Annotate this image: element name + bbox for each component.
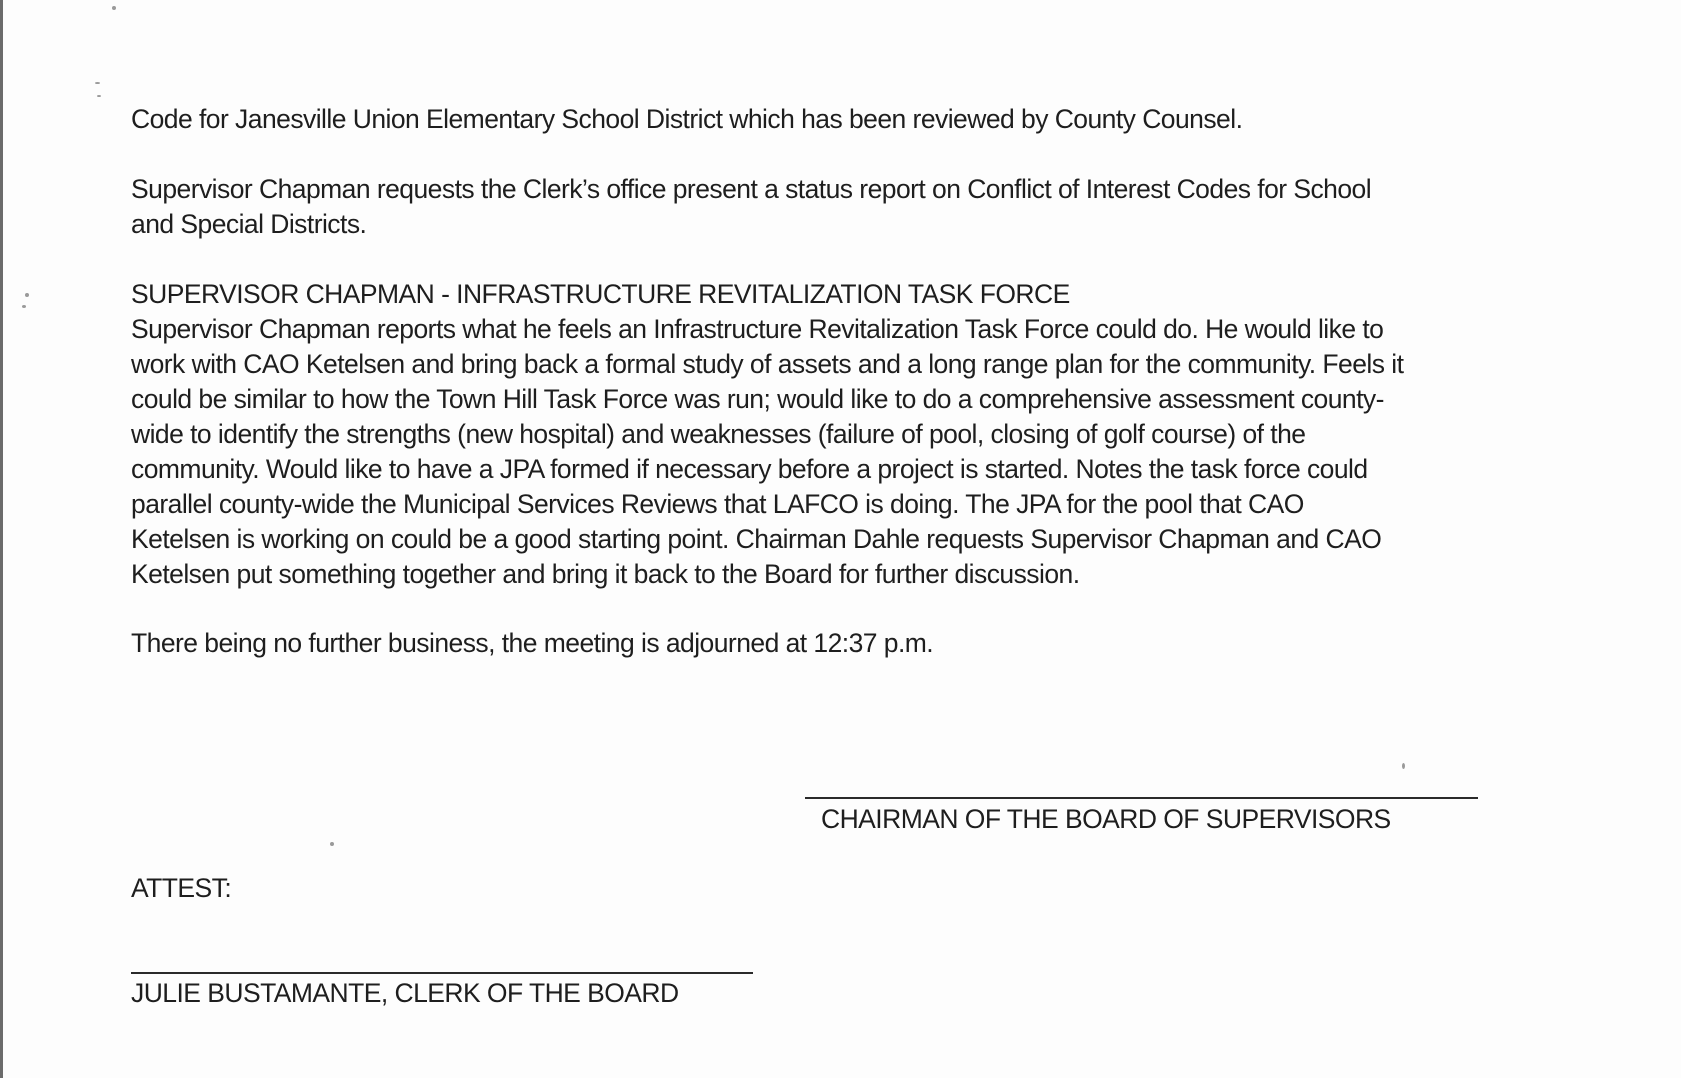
scan-speck bbox=[95, 82, 100, 84]
scan-speck bbox=[25, 293, 29, 297]
scan-edge bbox=[0, 0, 3, 1078]
task-force-line-8: Ketelsen put something together and bring it back to the Board for further discussion. bbox=[131, 559, 1080, 589]
code-paragraph bbox=[131, 102, 1242, 137]
scan-speck bbox=[97, 95, 101, 97]
chairman-signature-label: CHAIRMAN OF THE BOARD OF SUPERVISORS bbox=[821, 804, 1391, 834]
scan-speck bbox=[112, 6, 116, 10]
task-force-line-7: Ketelsen is working on could be a good starting point. Chairman Dahle requests Supervisor Chapman and CAO bbox=[131, 524, 1382, 554]
status-report-line-1: Supervisor Chapman requests the Clerk’s office present a status report on Conflict of Interest Codes for School bbox=[131, 174, 1372, 204]
task-force-line-6: parallel county-wide the Municipal Services Reviews that LAFCO is doing. The JPA for the pool that CAO bbox=[131, 489, 1304, 519]
clerk-signature-label: JULIE BUSTAMANTE, CLERK OF THE BOARD bbox=[131, 978, 679, 1008]
clerk-signature-line bbox=[131, 972, 753, 974]
adjourn-paragraph bbox=[131, 626, 933, 661]
status-report-line-2: and Special Districts. bbox=[131, 209, 367, 239]
status-report-paragraph bbox=[131, 172, 1371, 242]
task-force-heading: SUPERVISOR CHAPMAN - INFRASTRUCTURE REVITALIZATION TASK FORCE bbox=[131, 279, 1070, 309]
scan-speck bbox=[1402, 763, 1405, 769]
task-force-line-3: could be similar to how the Town Hill Task Force was run; would like to do a comprehensive assessment county- bbox=[131, 384, 1384, 414]
scan-speck bbox=[330, 842, 334, 846]
task-force-line-4: wide to identify the strengths (new hospital) and weaknesses (failure of pool, closing of golf course) of the bbox=[131, 419, 1306, 449]
chairman-signature-line bbox=[805, 797, 1478, 799]
scan-speck bbox=[22, 305, 26, 308]
code-line: Code for Janesville Union Elementary School District which has been reviewed by County Counsel. bbox=[131, 104, 1243, 134]
adjourn-line: There being no further business, the meeting is adjourned at 12:37 p.m. bbox=[131, 628, 934, 658]
task-force-line-2: work with CAO Ketelsen and bring back a formal study of assets and a long range plan for the community. Feels it bbox=[131, 349, 1404, 379]
attest-label: ATTEST: bbox=[131, 873, 232, 903]
task-force-line-1: Supervisor Chapman reports what he feels an Infrastructure Revitalization Task Force could do. He would like to bbox=[131, 314, 1384, 344]
task-force-line-5: community. Would like to have a JPA formed if necessary before a project is started. Notes the task force could bbox=[131, 454, 1368, 484]
task-force-section bbox=[131, 277, 1403, 592]
